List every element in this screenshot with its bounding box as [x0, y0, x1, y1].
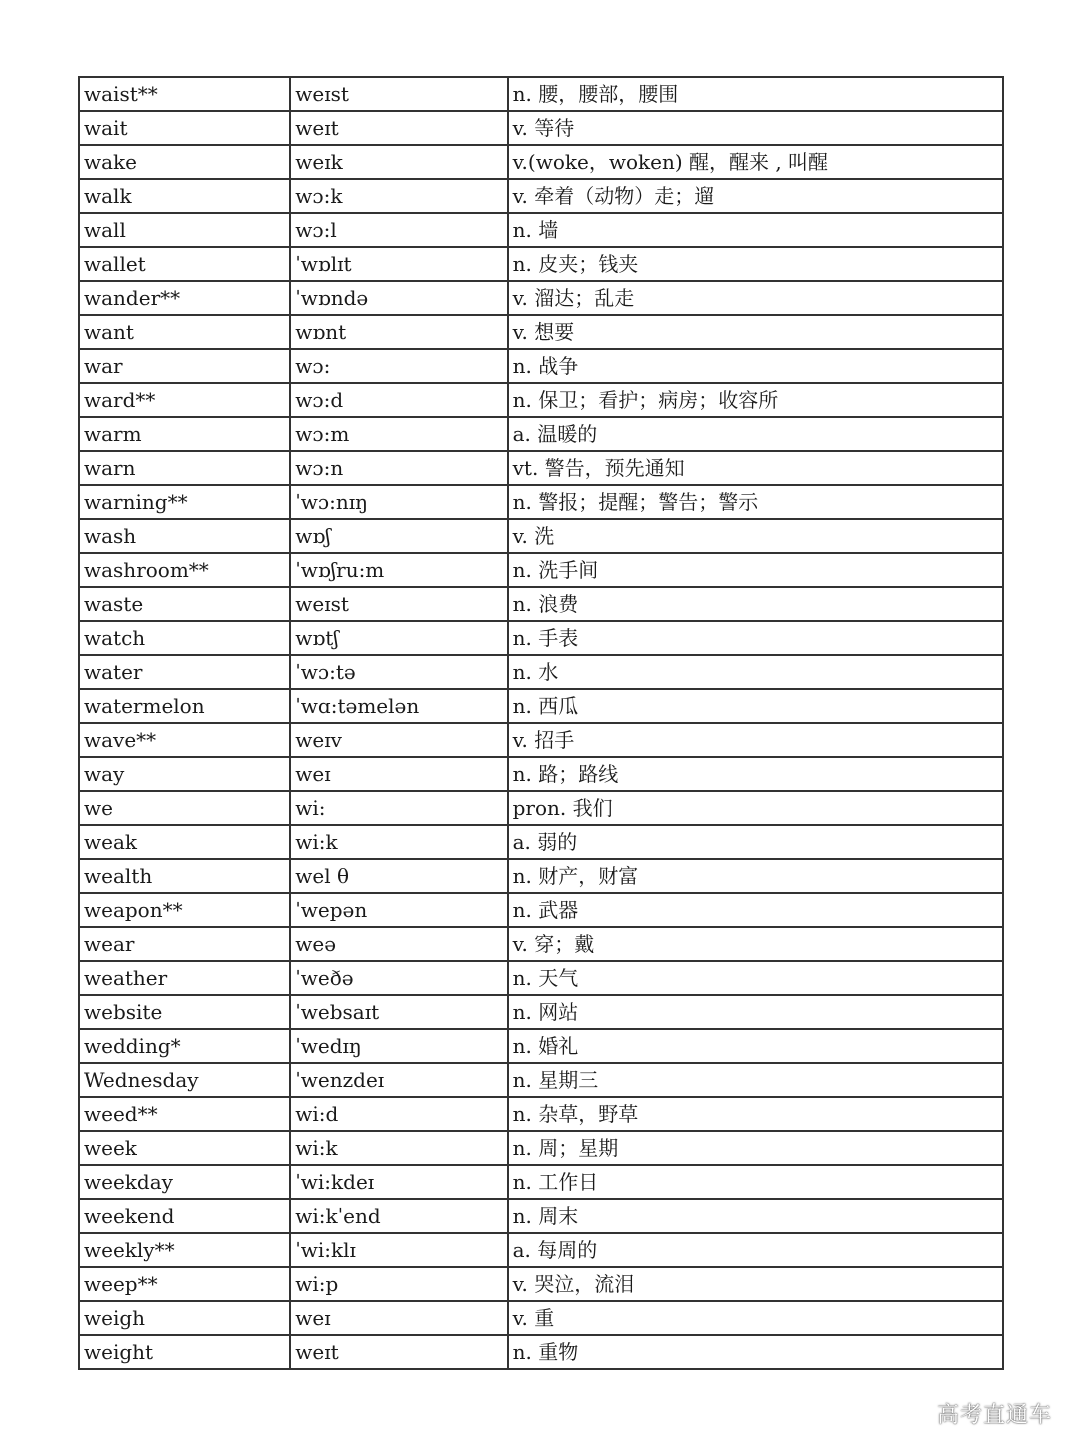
vocab-row — [79, 927, 1003, 961]
vocab-meaning-cell: n. 周末 — [508, 1199, 1003, 1233]
vocab-row — [79, 587, 1003, 621]
vocab-meaning-cell: n. 水 — [508, 655, 1003, 689]
vocab-phonetic-cell: ˈwepən — [290, 893, 507, 927]
vocab-meaning-cell: v.(woke，woken) 醒，醒来 , 叫醒 — [508, 145, 1003, 179]
vocab-word-cell: we — [79, 791, 290, 825]
vocab-row — [79, 1165, 1003, 1199]
vocab-row — [79, 417, 1003, 451]
vocab-word-cell: want — [79, 315, 290, 349]
vocab-word-cell: week — [79, 1131, 290, 1165]
watermark-text: 高考直通车 — [936, 1403, 1052, 1428]
vocab-word-cell: wallet — [79, 247, 290, 281]
vocab-meaning-cell: pron. 我们 — [508, 791, 1003, 825]
vocab-phonetic-cell: wi: — [290, 791, 507, 825]
vocab-phonetic-cell: weɪk — [290, 145, 507, 179]
vocab-meaning-cell: n. 战争 — [508, 349, 1003, 383]
vocab-row — [79, 451, 1003, 485]
vocab-phonetic-cell: ˈweðə — [290, 961, 507, 995]
vocab-phonetic-cell: wi:k — [290, 825, 507, 859]
vocab-phonetic-cell: ˈwɒndə — [290, 281, 507, 315]
vocab-phonetic-cell: wel θ — [290, 859, 507, 893]
vocab-meaning-cell: v. 等待 — [508, 111, 1003, 145]
vocab-word-cell: wave** — [79, 723, 290, 757]
vocab-row — [79, 1335, 1003, 1369]
vocab-meaning-cell: n. 皮夹；钱夹 — [508, 247, 1003, 281]
vocab-row — [79, 655, 1003, 689]
vocab-phonetic-cell: ˈwebsaɪt — [290, 995, 507, 1029]
vocab-phonetic-cell: ˈwɔ:tə — [290, 655, 507, 689]
vocab-word-cell: walk — [79, 179, 290, 213]
vocab-word-cell: watch — [79, 621, 290, 655]
vocab-row — [79, 1199, 1003, 1233]
vocab-phonetic-cell: wɔ:m — [290, 417, 507, 451]
vocab-word-cell: weep** — [79, 1267, 290, 1301]
vocab-phonetic-cell: wɔ:l — [290, 213, 507, 247]
vocab-row — [79, 893, 1003, 927]
vocab-meaning-cell: vt. 警告，预先通知 — [508, 451, 1003, 485]
vocab-row — [79, 621, 1003, 655]
vocab-phonetic-cell: ˈwenzdeɪ — [290, 1063, 507, 1097]
vocabulary-table-body — [79, 77, 1003, 1369]
vocab-phonetic-cell: ˈwɒʃru:m — [290, 553, 507, 587]
vocab-word-cell: watermelon — [79, 689, 290, 723]
vocab-word-cell: wash — [79, 519, 290, 553]
vocab-word-cell: weight — [79, 1335, 290, 1369]
vocab-row — [79, 1063, 1003, 1097]
vocab-word-cell: water — [79, 655, 290, 689]
vocab-word-cell: weigh — [79, 1301, 290, 1335]
vocab-meaning-cell: n. 财产，财富 — [508, 859, 1003, 893]
vocab-meaning-cell: v. 穿；戴 — [508, 927, 1003, 961]
vocab-phonetic-cell: wi:d — [290, 1097, 507, 1131]
vocab-meaning-cell: n. 墙 — [508, 213, 1003, 247]
vocab-row — [79, 281, 1003, 315]
vocab-row — [79, 961, 1003, 995]
vocab-meaning-cell: a. 弱的 — [508, 825, 1003, 859]
vocab-phonetic-cell: weə — [290, 927, 507, 961]
vocab-row — [79, 315, 1003, 349]
vocab-phonetic-cell: wɔ:n — [290, 451, 507, 485]
vocab-phonetic-cell: weɪt — [290, 1335, 507, 1369]
vocab-meaning-cell: n. 重物 — [508, 1335, 1003, 1369]
vocab-meaning-cell: n. 保卫；看护；病房；收容所 — [508, 383, 1003, 417]
vocab-word-cell: weekly** — [79, 1233, 290, 1267]
vocab-phonetic-cell: ˈwi:klɪ — [290, 1233, 507, 1267]
vocab-phonetic-cell: wi:k — [290, 1131, 507, 1165]
vocab-word-cell: ward** — [79, 383, 290, 417]
vocab-word-cell: washroom** — [79, 553, 290, 587]
vocab-meaning-cell: n. 武器 — [508, 893, 1003, 927]
vocab-phonetic-cell: ˈwɔ:nɪŋ — [290, 485, 507, 519]
vocab-row — [79, 1097, 1003, 1131]
vocab-meaning-cell: a. 每周的 — [508, 1233, 1003, 1267]
vocab-row — [79, 1301, 1003, 1335]
vocab-phonetic-cell: weɪst — [290, 77, 507, 111]
vocab-phonetic-cell: wɒʃ — [290, 519, 507, 553]
vocab-row — [79, 145, 1003, 179]
vocab-phonetic-cell: weɪt — [290, 111, 507, 145]
vocab-meaning-cell: n. 手表 — [508, 621, 1003, 655]
vocab-meaning-cell: n. 工作日 — [508, 1165, 1003, 1199]
vocab-phonetic-cell: weɪv — [290, 723, 507, 757]
vocab-meaning-cell: n. 腰，腰部，腰围 — [508, 77, 1003, 111]
vocab-phonetic-cell: ˈwɒlɪt — [290, 247, 507, 281]
vocab-meaning-cell: n. 洗手间 — [508, 553, 1003, 587]
vocab-word-cell: weak — [79, 825, 290, 859]
vocab-row — [79, 179, 1003, 213]
vocab-meaning-cell: n. 西瓜 — [508, 689, 1003, 723]
vocab-row — [79, 213, 1003, 247]
vocab-word-cell: wander** — [79, 281, 290, 315]
vocab-phonetic-cell: wɒnt — [290, 315, 507, 349]
vocab-word-cell: weed** — [79, 1097, 290, 1131]
vocab-word-cell: wedding* — [79, 1029, 290, 1063]
vocab-meaning-cell: n. 路；路线 — [508, 757, 1003, 791]
vocab-row — [79, 723, 1003, 757]
vocab-word-cell: waste — [79, 587, 290, 621]
vocab-phonetic-cell: ˈwɑ:təmelən — [290, 689, 507, 723]
vocab-word-cell: warm — [79, 417, 290, 451]
vocab-word-cell: warning** — [79, 485, 290, 519]
vocab-phonetic-cell: wɔ:d — [290, 383, 507, 417]
vocab-meaning-cell: a. 温暖的 — [508, 417, 1003, 451]
vocab-meaning-cell: v. 洗 — [508, 519, 1003, 553]
vocab-row — [79, 349, 1003, 383]
vocab-word-cell: weapon** — [79, 893, 290, 927]
vocab-word-cell: wear — [79, 927, 290, 961]
vocab-word-cell: war — [79, 349, 290, 383]
vocab-row — [79, 111, 1003, 145]
vocab-row — [79, 757, 1003, 791]
vocab-meaning-cell: n. 浪费 — [508, 587, 1003, 621]
vocab-meaning-cell: n. 杂草，野草 — [508, 1097, 1003, 1131]
vocab-row — [79, 791, 1003, 825]
vocab-row — [79, 77, 1003, 111]
vocab-row — [79, 1131, 1003, 1165]
vocab-meaning-cell: n. 警报；提醒；警告；警示 — [508, 485, 1003, 519]
vocab-row — [79, 553, 1003, 587]
vocab-word-cell: wake — [79, 145, 290, 179]
vocab-phonetic-cell: weɪ — [290, 757, 507, 791]
vocab-row — [79, 995, 1003, 1029]
vocab-row — [79, 859, 1003, 893]
vocab-word-cell: weather — [79, 961, 290, 995]
vocab-phonetic-cell: ˈwi:kdeɪ — [290, 1165, 507, 1199]
vocab-word-cell: weekday — [79, 1165, 290, 1199]
vocab-row — [79, 519, 1003, 553]
vocab-meaning-cell: n. 星期三 — [508, 1063, 1003, 1097]
vocab-meaning-cell: v. 重 — [508, 1301, 1003, 1335]
vocab-meaning-cell: n. 网站 — [508, 995, 1003, 1029]
vocab-meaning-cell: v. 哭泣，流泪 — [508, 1267, 1003, 1301]
vocab-row — [79, 247, 1003, 281]
vocab-row — [79, 1233, 1003, 1267]
vocabulary-table — [78, 76, 1004, 1370]
vocab-row — [79, 1029, 1003, 1063]
vocab-word-cell: warn — [79, 451, 290, 485]
vocab-row — [79, 383, 1003, 417]
vocab-meaning-cell: v. 想要 — [508, 315, 1003, 349]
vocab-row — [79, 1267, 1003, 1301]
vocab-phonetic-cell: ˈwedɪŋ — [290, 1029, 507, 1063]
vocab-row — [79, 825, 1003, 859]
vocab-word-cell: wall — [79, 213, 290, 247]
vocab-phonetic-cell: wi:kˈend — [290, 1199, 507, 1233]
vocab-phonetic-cell: wɒtʃ — [290, 621, 507, 655]
vocab-word-cell: wait — [79, 111, 290, 145]
vocab-row — [79, 485, 1003, 519]
vocab-meaning-cell: n. 天气 — [508, 961, 1003, 995]
vocab-phonetic-cell: wɔ: — [290, 349, 507, 383]
vocab-meaning-cell: v. 招手 — [508, 723, 1003, 757]
vocab-phonetic-cell: wɔ:k — [290, 179, 507, 213]
vocab-meaning-cell: n. 周；星期 — [508, 1131, 1003, 1165]
vocab-word-cell: waist** — [79, 77, 290, 111]
vocab-phonetic-cell: wi:p — [290, 1267, 507, 1301]
vocab-word-cell: weekend — [79, 1199, 290, 1233]
vocab-meaning-cell: n. 婚礼 — [508, 1029, 1003, 1063]
vocab-row — [79, 689, 1003, 723]
vocab-meaning-cell: v. 溜达；乱走 — [508, 281, 1003, 315]
vocab-meaning-cell: v. 牵着（动物）走；遛 — [508, 179, 1003, 213]
vocab-phonetic-cell: weɪst — [290, 587, 507, 621]
vocab-word-cell: wealth — [79, 859, 290, 893]
vocab-word-cell: Wednesday — [79, 1063, 290, 1097]
vocab-word-cell: way — [79, 757, 290, 791]
vocab-word-cell: website — [79, 995, 290, 1029]
vocab-phonetic-cell: weɪ — [290, 1301, 507, 1335]
